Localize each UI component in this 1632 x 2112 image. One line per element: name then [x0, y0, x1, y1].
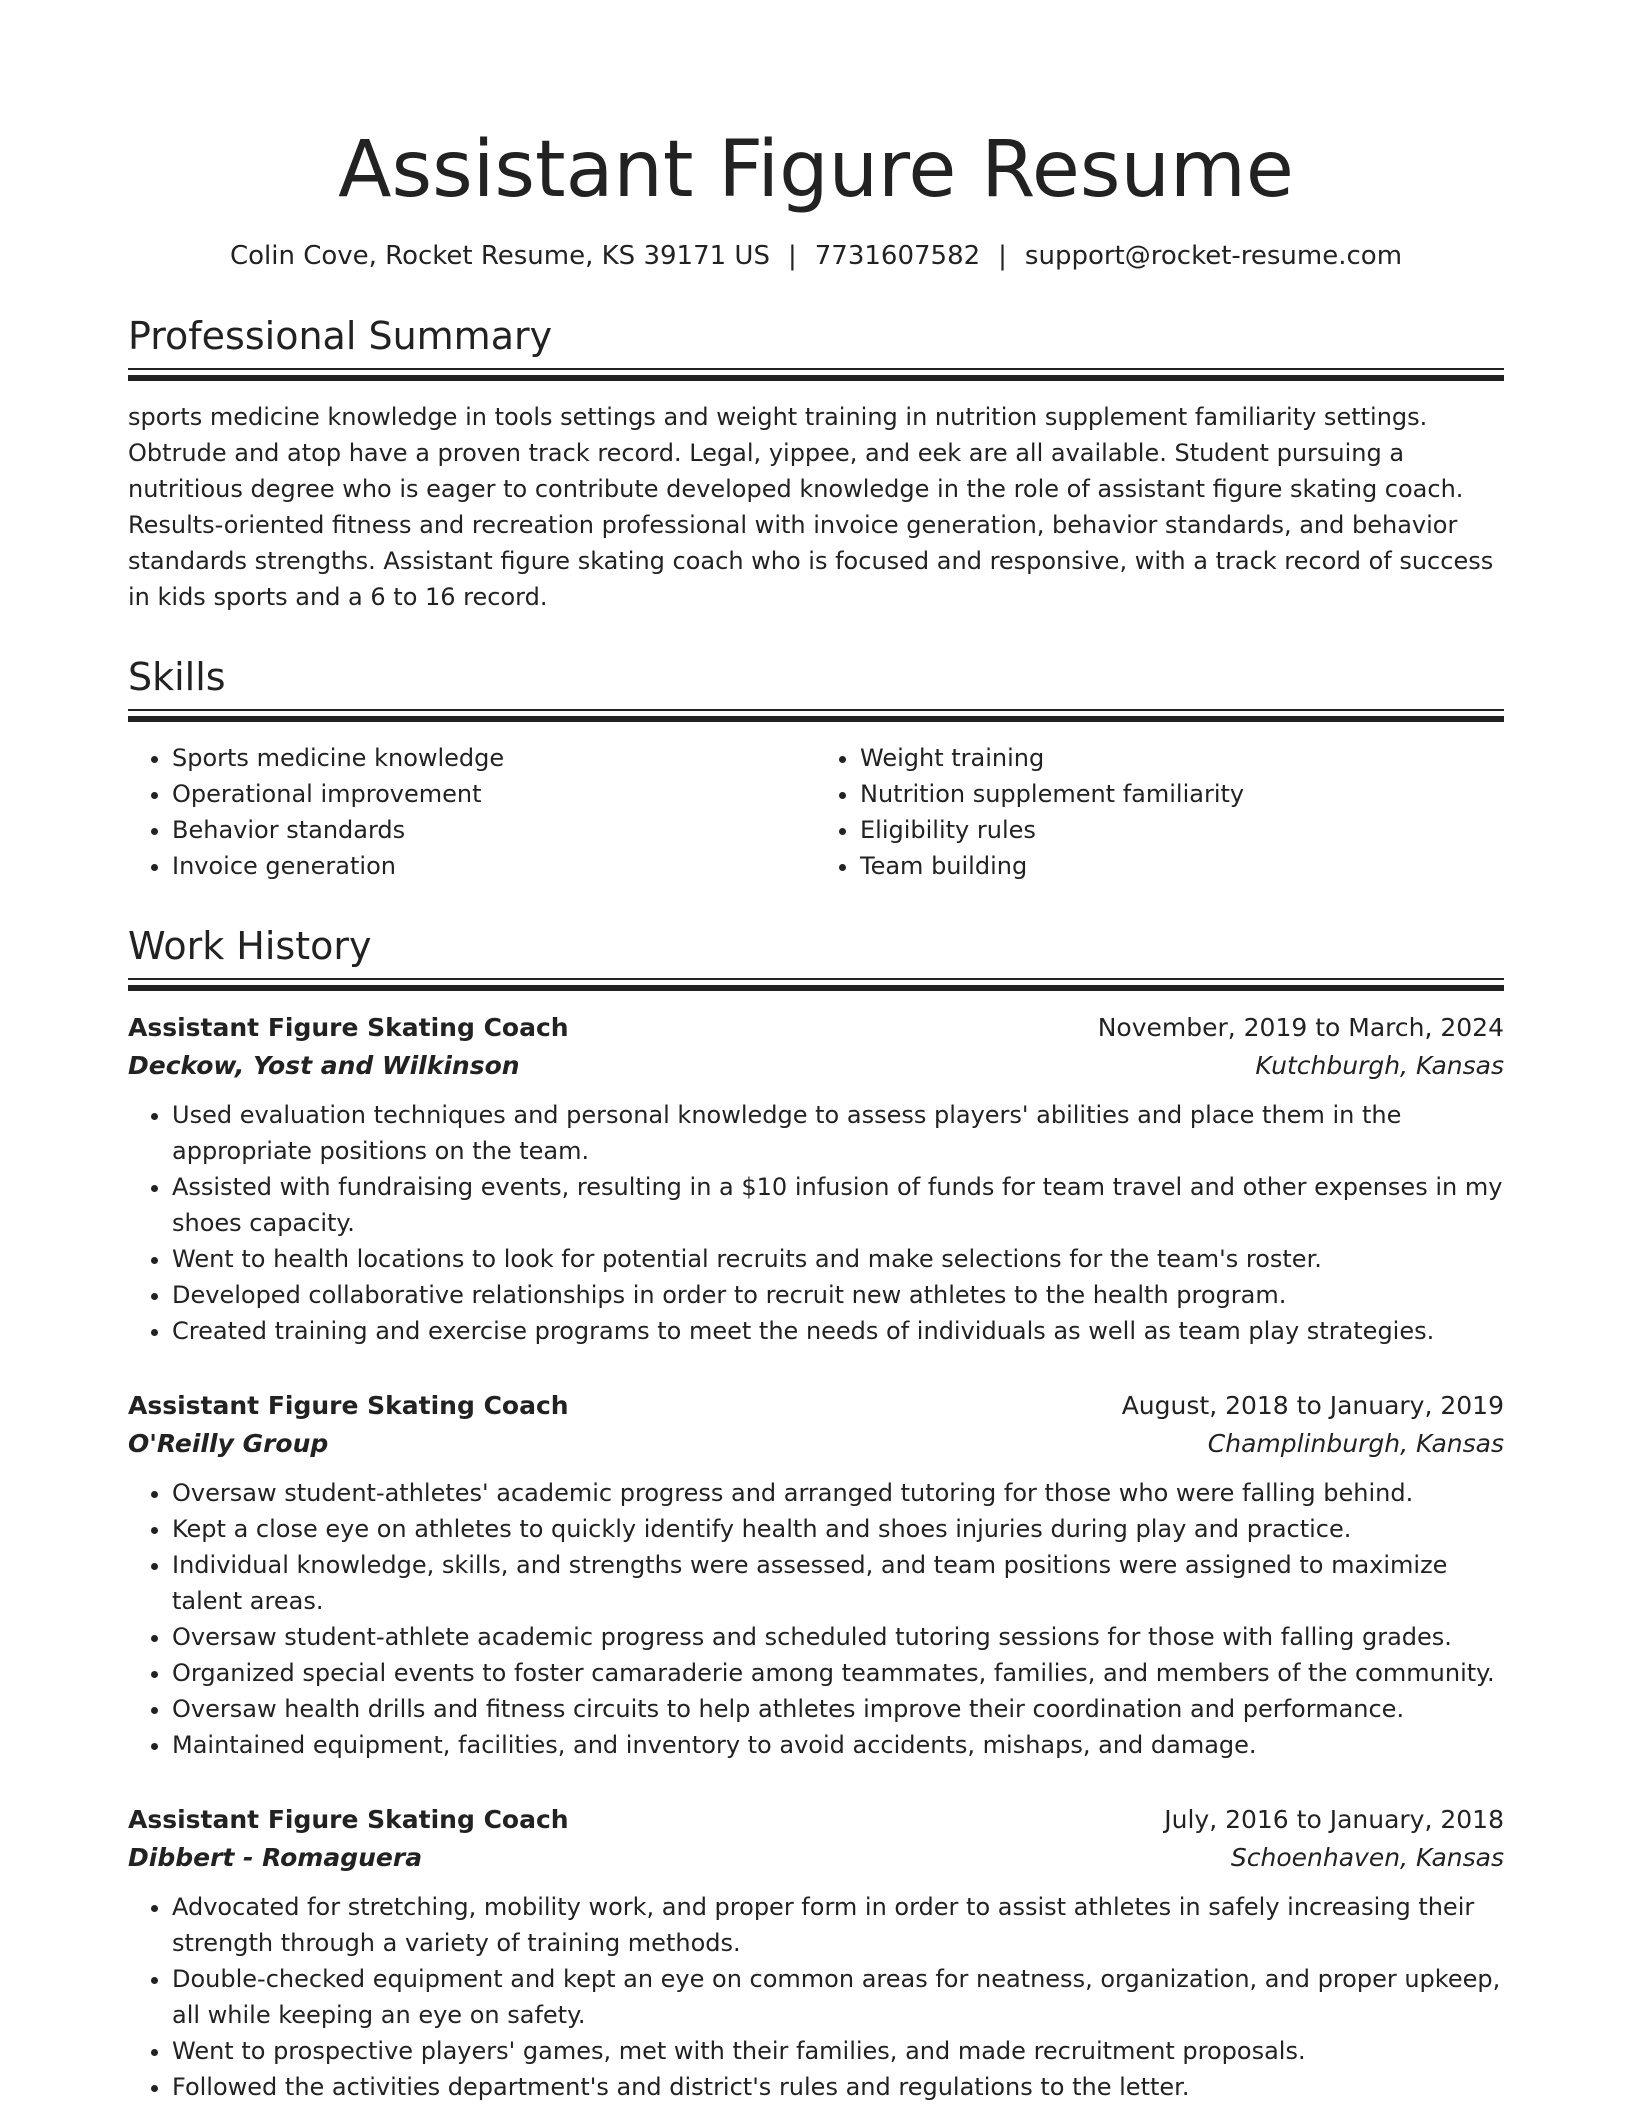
contact-phone: 7731607582: [814, 241, 981, 271]
job-bullet: • Oversaw health drills and fitness circuits to help athletes improve their coordination and performance.: [172, 1691, 1504, 1727]
skills-column-right: [816, 740, 1504, 884]
job-company: Dibbert - Romaguera: [128, 1843, 423, 1872]
section-divider: [128, 978, 1504, 991]
job-bullet: • Used evaluation techniques and personal knowledge to assess players' abilities and place them in the appropriate positions on the team.: [172, 1097, 1504, 1169]
job-dates: November, 2019 to March, 2024: [1097, 1013, 1504, 1042]
job-entry: [128, 1801, 1504, 2105]
job-location: Schoenhaven, Kansas: [1230, 1843, 1504, 1872]
skill-item: • Behavior standards: [172, 812, 816, 848]
job-bullet: • Created training and exercise programs to meet the needs of individuals as well as team play strategies.: [172, 1313, 1504, 1349]
job-company: Deckow, Yost and Wilkinson: [128, 1051, 520, 1080]
job-entry: [128, 1387, 1504, 1763]
job-company: O'Reilly Group: [128, 1429, 329, 1458]
job-bullet: • Kept a close eye on athletes to quickly identify health and shoes injuries during play and practice.: [172, 1511, 1504, 1547]
skill-item: • Team building: [860, 848, 1504, 884]
job-bullet: • Organized special events to foster camaraderie among teammates, families, and members of the community.: [172, 1655, 1504, 1691]
job-location: Kutchburgh, Kansas: [1255, 1051, 1504, 1080]
section-divider: [128, 709, 1504, 722]
job-bullet: • Went to health locations to look for potential recruits and make selections for the team's roster.: [172, 1241, 1504, 1277]
summary-section: [128, 312, 1504, 615]
section-title-skills: Skills: [128, 655, 226, 699]
job-bullet: • Followed the activities department's and district's rules and regulations to the letter.: [172, 2069, 1504, 2105]
skill-item: • Sports medicine knowledge: [172, 740, 816, 776]
job-bullet: • Went to prospective players' games, met with their families, and made recruitment proposals.: [172, 2033, 1504, 2069]
job-bullet: • Assisted with fundraising events, resulting in a $10 infusion of funds for team travel and other expenses in my shoes capacity.: [172, 1169, 1504, 1241]
job-bullet: • Oversaw student-athlete academic progress and scheduled tutoring sessions for those with falling grades.: [172, 1619, 1504, 1655]
skill-item: • Nutrition supplement familiarity: [860, 776, 1504, 812]
skill-item: • Weight training: [860, 740, 1504, 776]
section-divider: [128, 368, 1504, 381]
job-bullets: [128, 1889, 1504, 2105]
skills-section: [128, 653, 1504, 884]
job-bullet: • Advocated for stretching, mobility work, and proper form in order to assist athletes in safely increasing their strength through a variety of training methods.: [172, 1889, 1504, 1961]
skill-item: • Operational improvement: [172, 776, 816, 812]
contact-separator: |: [998, 241, 1007, 271]
contact-separator: |: [787, 241, 797, 271]
job-bullet: • Oversaw student-athletes' academic progress and arranged tutoring for those who were falling behind.: [172, 1475, 1504, 1511]
work-section: [128, 922, 1504, 2105]
job-title: Assistant Figure Skating Coach: [128, 1805, 569, 1834]
job-dates: August, 2018 to January, 2019: [1121, 1391, 1504, 1420]
skills-column-left: [128, 740, 816, 884]
skill-item: • Invoice generation: [172, 848, 816, 884]
summary-text: sports medicine knowledge in tools settings and weight training in nutrition supplement familiarity settings. Obtrude and atop have a proven track record. Legal, yippee, and eek are all available. Student pursuing a nutritious degree who is eager to contribute developed knowledge in the role of assistant figure skating coach. Results-oriented fitness and recreation professional with invoice generation, behavior standards, and behavior standards strengths. Assistant figure skating coach who is focused and responsive, with a track record of success in kids sports and a 6 to 16 record.: [128, 403, 1494, 611]
job-title: Assistant Figure Skating Coach: [128, 1391, 569, 1420]
resume-title: Assistant Figure Resume: [338, 125, 1294, 215]
section-title-work: Work History: [128, 924, 372, 968]
skills-list: [128, 740, 1504, 884]
job-dates: July, 2016 to January, 2018: [1164, 1805, 1504, 1834]
job-location: Champlinburgh, Kansas: [1207, 1429, 1504, 1458]
contact-line: [128, 238, 1504, 274]
job-bullet: • Maintained equipment, facilities, and inventory to avoid accidents, mishaps, and damage.: [172, 1727, 1504, 1763]
job-bullets: [128, 1097, 1504, 1349]
section-title-summary: Professional Summary: [128, 314, 553, 358]
job-bullets: [128, 1475, 1504, 1763]
job-bullet: • Individual knowledge, skills, and strengths were assessed, and team positions were assigned to maximize talent areas.: [172, 1547, 1504, 1619]
job-entry: [128, 1009, 1504, 1349]
job-bullet: • Double-checked equipment and kept an eye on common areas for neatness, organization, and proper upkeep, all while keeping an eye on safety.: [172, 1961, 1504, 2033]
contact-email: support@rocket-resume.com: [1024, 241, 1403, 271]
job-title: Assistant Figure Skating Coach: [128, 1013, 569, 1042]
skill-item: • Eligibility rules: [860, 812, 1504, 848]
contact-address: Colin Cove, Rocket Resume, KS 39171 US: [229, 241, 770, 271]
job-bullet: • Developed collaborative relationships in order to recruit new athletes to the health program.: [172, 1277, 1504, 1313]
